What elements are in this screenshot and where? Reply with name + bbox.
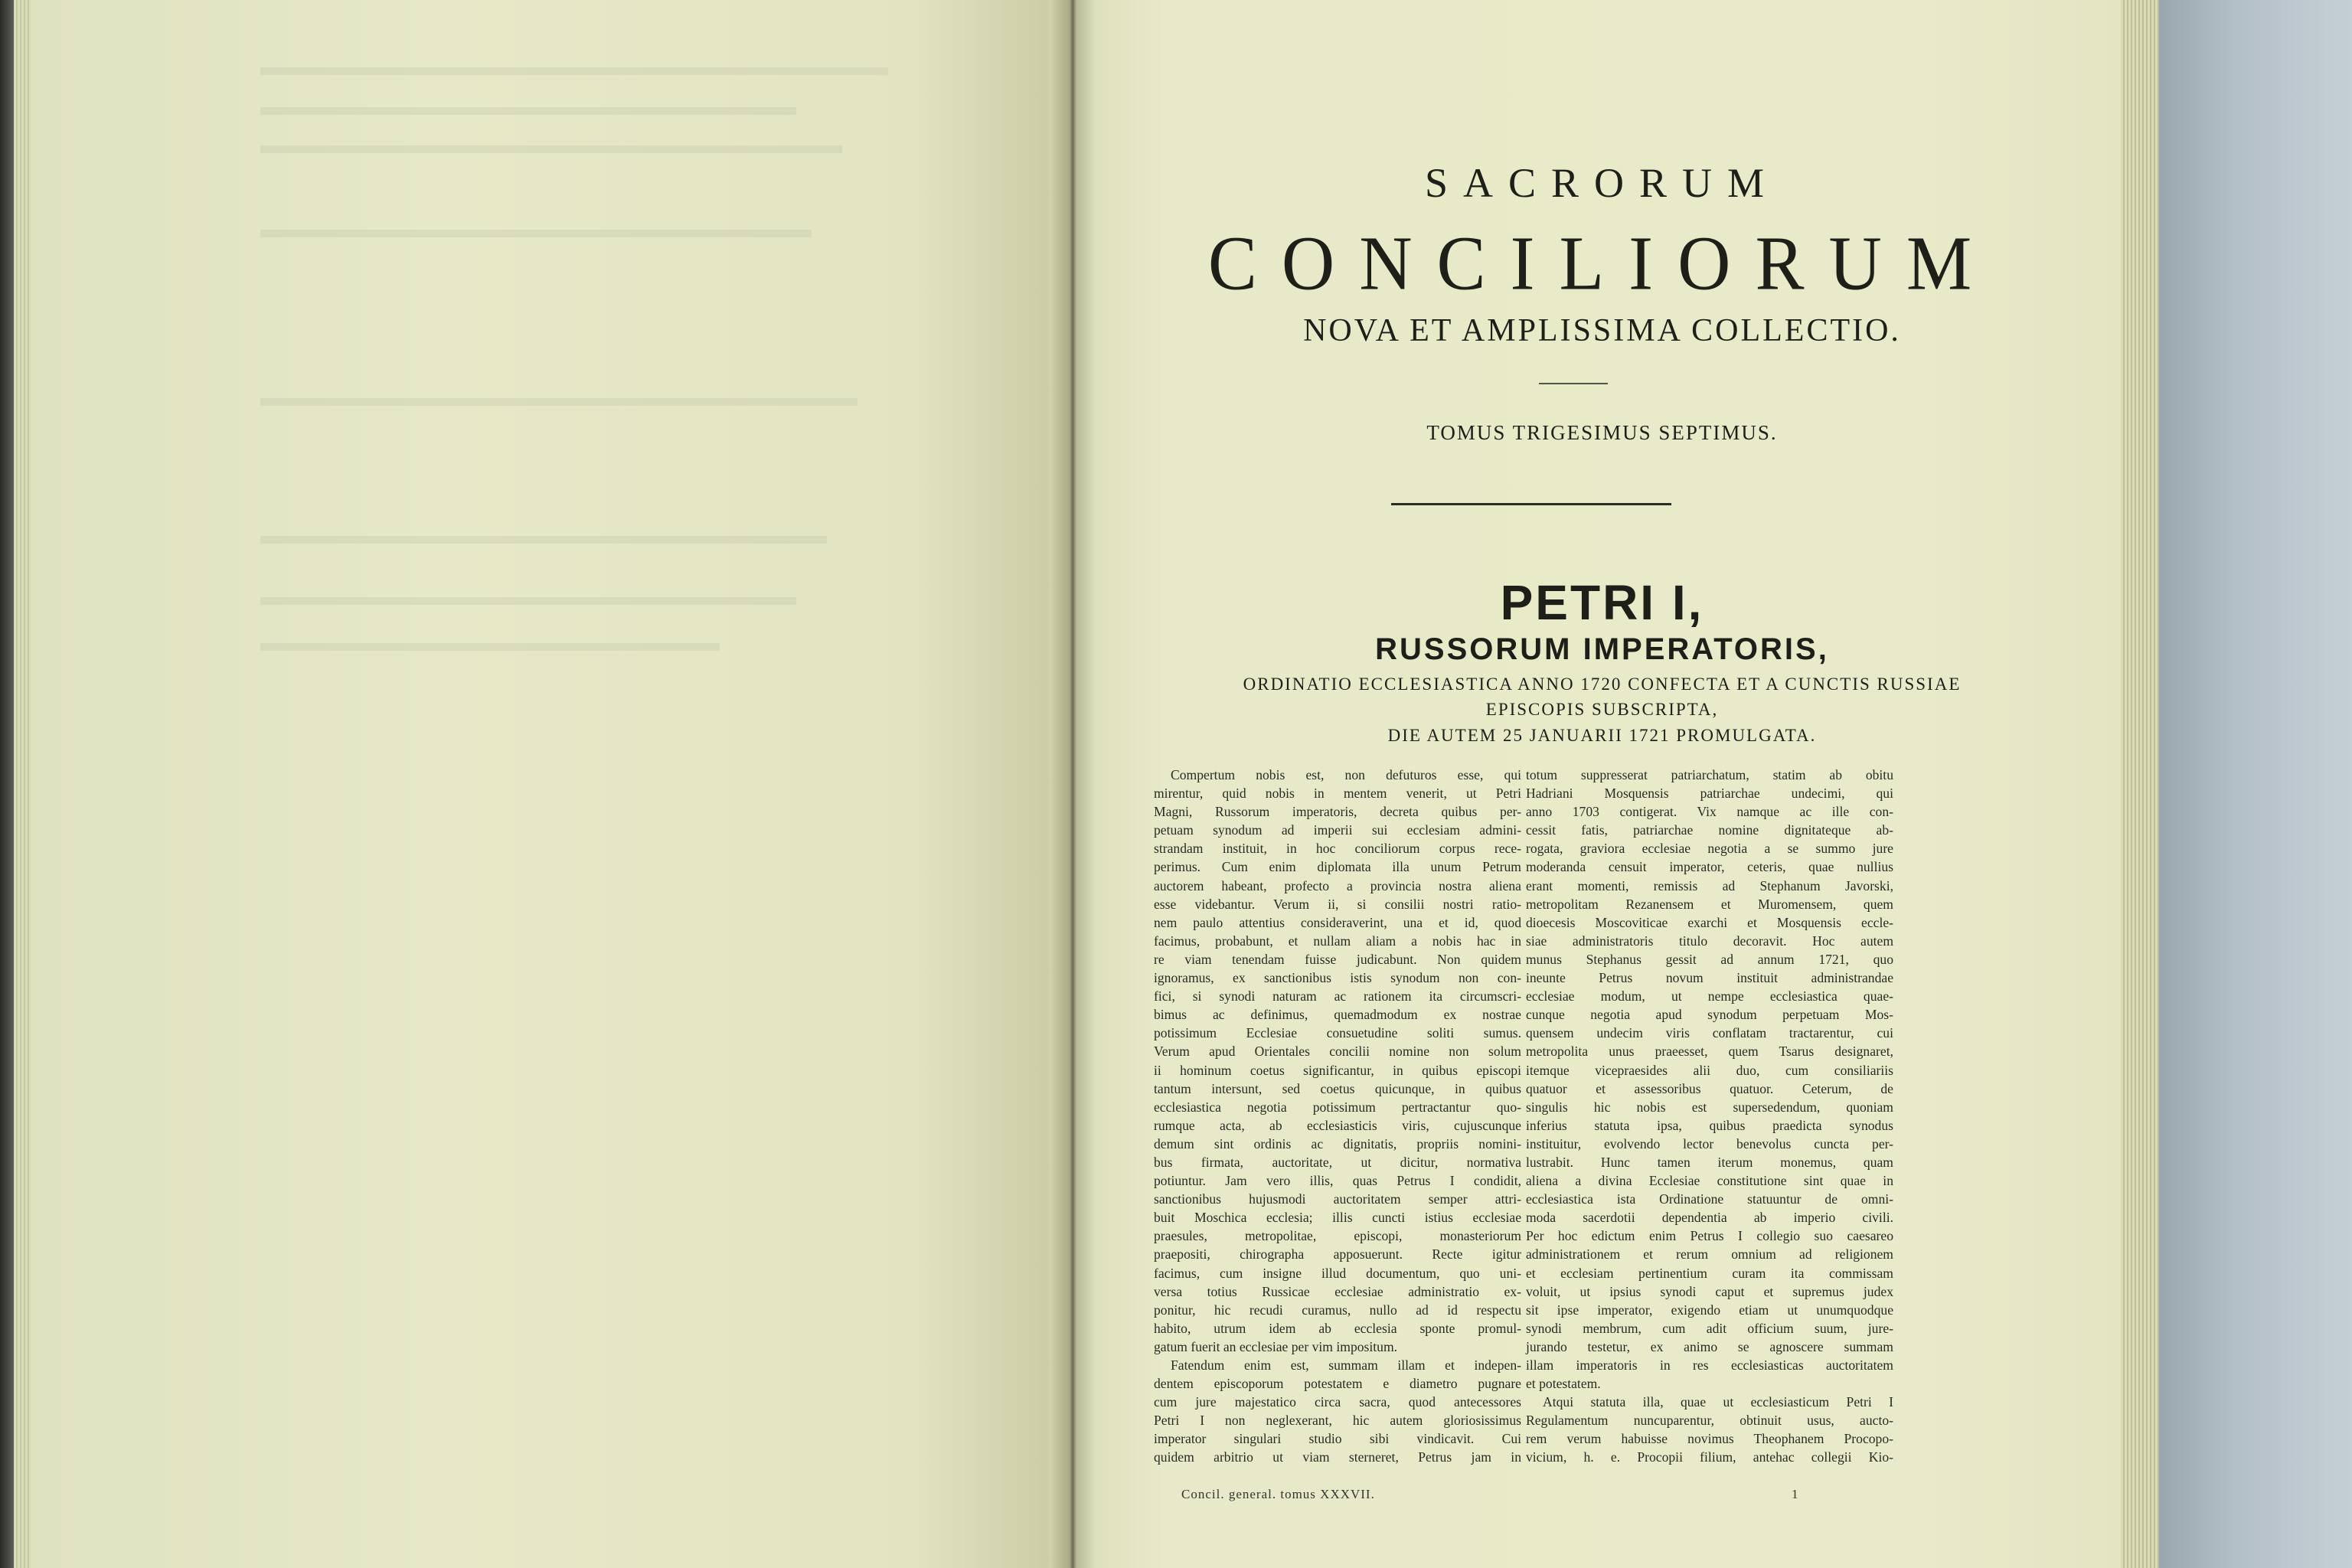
text-line: munus Stephanus gessit ad annum 1721, quo [1526, 951, 1893, 967]
text-line: rogata, graviora ecclesiae negotia a se summo jure [1526, 841, 1893, 857]
title-line-1: SACRORUM [1424, 160, 1780, 206]
text-line: perimus. Cum enim diplomata illa unum Petrum [1154, 859, 1521, 875]
text-line: Magni, Russorum imperatoris, decreta quibus per- [1154, 804, 1521, 820]
text-line: rumque acta, ab ecclesiasticis viris, cujuscunque [1154, 1117, 1521, 1133]
bleed-through-line [260, 536, 827, 544]
text-column-right [1526, 766, 1893, 1467]
text-line: totum suppresserat patriarchatum, statim ab obitu [1526, 767, 1893, 782]
text-line: itemque vicepraesides alii duo, cum consiliariis [1526, 1062, 1893, 1078]
text-line: administrationem et rerum omnium ad religionem [1526, 1246, 1893, 1263]
text-line: quatuor et assessoribus quatuor. Ceterum, de [1526, 1080, 1893, 1096]
text-line: bimus ac definimus, quemadmodum ex nostrae [1154, 1007, 1521, 1023]
text-line: sit ipse imperator, exigendo etiam ut unumquodque [1526, 1302, 1893, 1318]
text-line: metropolita unus praeesset, quem Tsarus designaret, [1526, 1044, 1893, 1060]
text-line: Regulamentum nuncuparentur, obtinuit usus, aucto- [1526, 1413, 1893, 1429]
title-line-2: CONCILIORUM [1207, 220, 1997, 306]
text-line: esse videbantur. Verum ii, si consilii nostri ratio- [1154, 896, 1521, 912]
text-line: ecclesiastica negotia potissimum pertractantur quo- [1154, 1099, 1521, 1115]
text-line: re viam tenendam fuisse judicabunt. Non quidem [1154, 951, 1521, 967]
text-line: praesules, metropolitae, episcopi, monasteriorum [1154, 1228, 1521, 1244]
text-line: instituitur, evolvendo lector benevolus cuncta per- [1526, 1135, 1893, 1152]
text-line: praepositi, chirographa apposuerunt. Recte igitur [1154, 1246, 1521, 1263]
text-line: demum sint ordinis ac dignitatis, propriis nomini- [1154, 1135, 1521, 1152]
text-line: potiuntur. Jam vero illis, quas Petrus I condidit, [1154, 1173, 1521, 1189]
text-line: vicium, h. e. Procopii filium, antehac collegii Kio- [1526, 1449, 1893, 1465]
text-line: moda sacerdotii dependentia ab imperio civili. [1526, 1210, 1893, 1226]
text-line: cunque negotia apud synodum perpetuam Mos- [1526, 1007, 1893, 1023]
divider-short [1539, 383, 1608, 384]
text-line: Compertum nobis est, non defuturos esse, qui [1171, 767, 1521, 782]
text-line: tantum intersunt, sed coetus quicunque, in quibus [1154, 1080, 1521, 1096]
title-page [1080, 0, 2125, 1568]
text-line: sanctionibus hujusmodi auctoritatem semper attri- [1154, 1191, 1521, 1207]
text-line: aliena a divina Ecclesiae constitutione sint quae in [1526, 1173, 1893, 1189]
text-line: nem paulo attentius consideraverint, una et id, quod [1154, 914, 1521, 930]
text-line: mirentur, quid nobis in mentem venerit, ut Petri [1154, 786, 1521, 802]
text-line: quensem undecim viris conflatam tractarentur, cui [1526, 1025, 1893, 1041]
text-line: singulis hic nobis est supersedendum, quoniam [1526, 1099, 1893, 1115]
text-line: quidem arbitrio ut viam sterneret, Petrus jam in [1154, 1449, 1521, 1465]
bleed-through-line [260, 230, 812, 237]
text-line: ecclesiae modum, ut nempe ecclesiastica quae- [1526, 988, 1893, 1004]
bleed-through-line [260, 145, 842, 153]
text-line: synodi membrum, cum adit officium suum, jure- [1526, 1320, 1893, 1336]
section-subtitle: EPISCOPIS SUBSCRIPTA, [1485, 700, 1719, 719]
text-line: Hadriani Mosquensis patriarchae undecimi, qui [1526, 786, 1893, 802]
text-line: versa totius Russicae ecclesiae administratio ex- [1154, 1283, 1521, 1299]
bleed-through-line [260, 643, 720, 651]
text-line: dioecesis Moscoviticae exarchi et Mosquensis eccle- [1526, 914, 1893, 930]
text-line: fici, si synodi naturam ac rationem ita circumscri- [1154, 988, 1521, 1004]
left-page-blank [31, 0, 1064, 1568]
text-line: illam imperatoris in res ecclesiasticas auctoritatem [1526, 1357, 1893, 1373]
text-line: ecclesiastica ista Ordinatione statuuntur de omni- [1526, 1191, 1893, 1207]
text-line: lustrabit. Hunc tamen iterum monemus, quam [1526, 1154, 1893, 1170]
text-line: rem verum habuisse novimus Theophanem Procopo- [1526, 1431, 1893, 1447]
text-line: Petri I non neglexerant, hic autem gloriosissimus [1154, 1413, 1521, 1429]
text-line: ponitur, hic recudi curamus, nullo ad id respectu [1154, 1302, 1521, 1318]
text-line: bus firmata, auctoritate, ut dicitur, normativa [1154, 1154, 1521, 1170]
text-column-left [1154, 766, 1521, 1467]
text-line: erant momenti, remissis ad Stephanum Javorski, [1526, 877, 1893, 893]
text-line: habito, utrum idem ab ecclesia sponte promul- [1154, 1320, 1521, 1336]
text-line: moderanda censuit imperator, ceteris, quae nullius [1526, 859, 1893, 875]
text-line: gatum fuerit an ecclesiae per vim impositum. [1154, 1338, 1398, 1354]
text-line: auctorem habeant, profecto a provincia nostra aliena [1154, 877, 1521, 893]
text-line: potissimum Ecclesiae consuetudine soliti sumus. [1154, 1025, 1521, 1041]
printer-signature: Concil. general. tomus XXXVII. [1181, 1487, 1375, 1501]
text-line: buit Moschica ecclesia; illis cuncti istius ecclesiae [1154, 1210, 1521, 1226]
text-line: facimus, cum insigne illud documentum, quo uni- [1154, 1265, 1521, 1281]
page-number: 1 [1792, 1487, 1798, 1501]
text-line: ii hominum coetus significantur, in quibus episcopi [1154, 1062, 1521, 1078]
bleed-through-line [260, 597, 796, 605]
text-line: imperator singulari studio sibi vindicavit. Cui [1154, 1431, 1521, 1447]
bleed-through-line [260, 398, 858, 406]
section-heading-title: RUSSORUM IMPERATORIS, [1375, 632, 1829, 666]
text-line: Per hoc edictum enim Petrus I collegio suo caesareo [1526, 1228, 1893, 1244]
bleed-through-line [260, 67, 888, 75]
volume-label: TOMUS TRIGESIMUS SEPTIMUS. [1426, 421, 1778, 444]
section-subtitle: ORDINATIO ECCLESIASTICA ANNO 1720 CONFECTA ET A CUNCTIS RUSSIAE [1243, 675, 1962, 694]
text-line: Fatendum enim est, summam illam et indepen- [1171, 1357, 1521, 1373]
text-line: Verum apud Orientales concilii nomine non solum [1154, 1044, 1521, 1060]
text-line: anno 1703 contigerat. Vix namque ac ille con- [1526, 804, 1893, 820]
text-line: jurando testetur, ex animo se agnoscere summam [1526, 1338, 1893, 1354]
text-line: cessit fatis, patriarchae nomine dignitateque ab- [1526, 822, 1893, 838]
text-line: ineunte Petrus novum instituit administrandae [1526, 970, 1893, 986]
section-heading-name: PETRI I, [1500, 575, 1704, 630]
text-line: voluit, ut ipsius synodi caput et supremus judex [1526, 1283, 1893, 1299]
scanner-background [2159, 0, 2352, 1568]
text-line: Atqui statuta illa, quae ut ecclesiasticum Petri I [1543, 1394, 1893, 1410]
text-line: metropolitam Rezanensem et Muromensem, quem [1526, 896, 1893, 912]
text-line: cum jure majestatico circa sacra, quod antecessores [1154, 1394, 1521, 1410]
text-line: facimus, probabunt, et nullam aliam a nobis hac in [1154, 933, 1521, 949]
text-line: ignoramus, ex sanctionibus istis synodum non con- [1154, 970, 1521, 986]
section-subtitle: DIE AUTEM 25 JANUARII 1721 PROMULGATA. [1387, 726, 1817, 745]
title-line-3: NOVA ET AMPLISSIMA COLLECTIO. [1303, 313, 1901, 348]
text-line: dentem episcoporum potestatem e diametro pugnare [1154, 1376, 1521, 1392]
text-line: et potestatem. [1526, 1376, 1601, 1392]
text-line: inferius statuta ipsa, quibus praedicta synodus [1526, 1117, 1893, 1133]
divider-long [1391, 503, 1671, 505]
text-line: et ecclesiam pertinentium curam ita commissam [1526, 1265, 1893, 1281]
bleed-through-line [260, 107, 796, 115]
text-line: petuam synodum ad imperii sui ecclesiam admini- [1154, 822, 1521, 838]
text-line: siae administratoris titulo decoravit. Hoc autem [1526, 933, 1893, 949]
text-line: strandam instituit, in hoc conciliorum corpus rece- [1154, 841, 1521, 857]
